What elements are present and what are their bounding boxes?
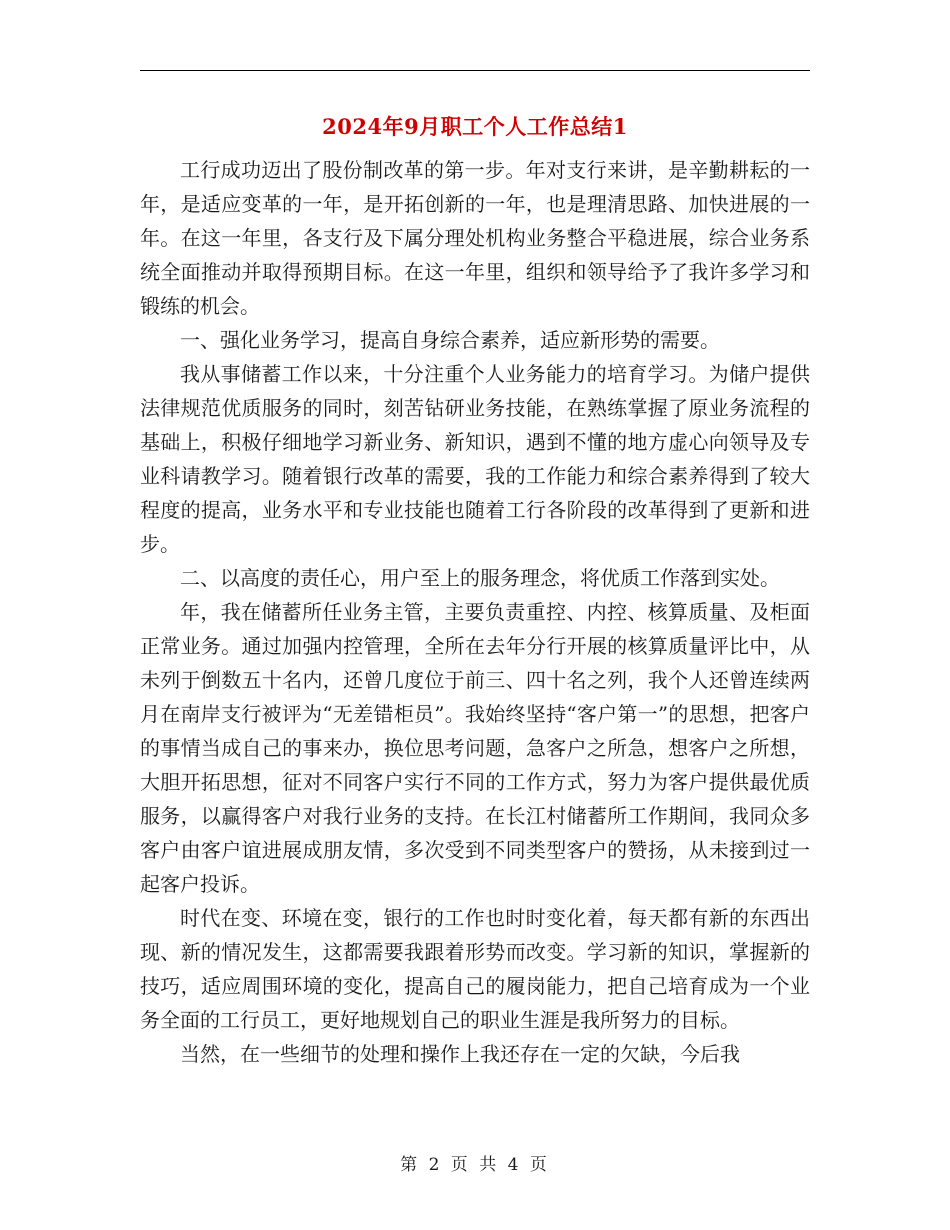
- document-title: 2024年9月职工个人工作总结1: [322, 114, 628, 139]
- paragraph-study: 我从事储蓄工作以来，十分注重个人业务能力的培育学习。为储户提供法律规范优质服务的同时，刻苦钻研业务技能，在熟练掌握了原业务流程的基础上，积极仔细地学习新业务、新知识，遇到不懂的地方虚心向领导及专业科请教学习。随着银行改革的需要，我的工作能力和综合素养得到了较大程度的提高，业务水平和专业技能也随着工行各阶段的改革得到了更新和进步。: [140, 362, 810, 556]
- section-heading-1: 一、强化业务学习，提高自身综合素养，适应新形势的需要。: [180, 328, 720, 352]
- page-number: 第 2 页 共 4 页: [400, 1155, 550, 1175]
- paragraph-intro: 工行成功迈出了股份制改革的第一步。年对支行来讲，是辛勤耕耘的一年，是适应变革的一年，是开拓创新的一年，也是理清思路、加快进展的一年。在这一年里，各支行及下属分理处机构业务整合平稳进展，综合业务系统全面推动并取得预期目标。在这一年里，组织和领导给予了我许多学习和锻练的机会。: [140, 158, 810, 318]
- paragraph-change: 时代在变、环境在变，银行的工作也时时变化着，每天都有新的东西出现、新的情况发生，这都需要我跟着形势而改变。学习新的知识，掌握新的技巧，适应周围环境的变化，提高自己的履岗能力，把自己培育成为一个业务全面的工行员工，更好地规划自己的职业生涯是我所努力的目标。: [140, 906, 810, 1032]
- section-heading-2: 二、以高度的责任心，用户至上的服务理念，将优质工作落到实处。: [180, 566, 780, 590]
- paragraph-shortcomings: 当然，在一些细节的处理和操作上我还存在一定的欠缺，今后我: [180, 1042, 740, 1066]
- paragraph-service: 年，我在储蓄所任业务主管，主要负责重控、内控、核算质量、及柜面正常业务。通过加强内控管理，全所在去年分行开展的核算质量评比中，从未列于倒数五十名内，还曾几度位于前三、四十名之列，我个人还曾连续两月在南岸支行被评为“无差错柜员”。我始终坚持“客户第一”的思想，把客户的事情当成自己的事来办，换位思考问题，急客户之所急，想客户之所想，大胆开拓思想，征对不同客户实行不同的工作方式，努力为客户提供最优质服务，以赢得客户对我行业务的支持。在长江村储蓄所工作期间，我同众多客户由客户谊进展成朋友情，多次受到不同类型客户的赞扬，从未接到过一起客户投诉。: [140, 600, 810, 896]
- document-body: [140, 153, 810, 1071]
- header-rule: [140, 70, 810, 71]
